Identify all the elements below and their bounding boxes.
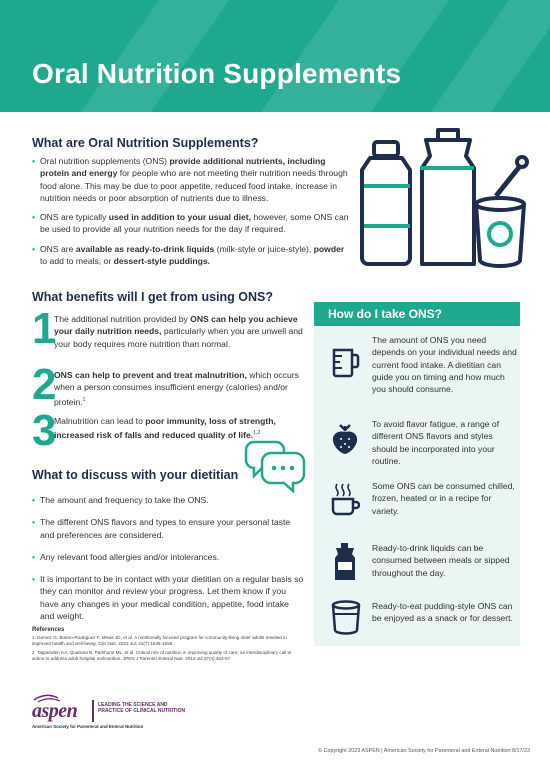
strawberry-icon xyxy=(330,422,360,456)
benefit-text: Malnutrition can lead to poor immunity, loss of strength, increased risk of falls and reduced quality of life.$^{1,2}$ xyxy=(54,416,276,441)
list-item: • It is important to be in contact with your dietitian on a regular basis so they can monitor and review your progress. Let them know if you have any changes in your medical condition, appetite, food intake and weight. xyxy=(32,573,304,622)
how-box xyxy=(314,326,520,646)
what-are-list xyxy=(32,155,352,274)
reference-item: 2. Tappenden KA, Quatrara B, Parkhurst ML, et al. Critical role of nutrition in improving quality of care: an interdisciplinary call to action to address adult hospital malnutrition. JPEN J Parenter Enteral Nutr. 2013 Jul;37(4):482-97. xyxy=(32,649,292,661)
copyright-text: © Copyright 2023 ASPEN | American Society for Parenteral and Enteral Nutrition 8/17/23 xyxy=(318,748,530,754)
references-title: References xyxy=(32,627,65,633)
pudding-cup-icon xyxy=(476,157,527,266)
how-item-text: The amount of ONS you need depends on your individual needs and current food intake. A dietitian can guide you on timing and how much you should consume. xyxy=(372,335,517,395)
logo-divider xyxy=(92,700,94,722)
supplement-products-illustration xyxy=(360,122,530,272)
pudding-cup-icon xyxy=(330,600,362,636)
benefit-text: ONS can help to prevent and treat malnutrition, which occurs when a person consumes insufficient energy (calories) and/or protein.$^1$ xyxy=(54,370,299,407)
benefit-item xyxy=(32,304,303,363)
aspen-wordmark: aspen xyxy=(32,700,78,722)
how-item-text: Some ONS can be consumed chilled, frozen, heated or in a recipe for variety. xyxy=(372,481,515,516)
section-title-discuss: What to discuss with your dietitian xyxy=(32,468,239,482)
benefit-number: 3 xyxy=(32,406,57,455)
chat-bubbles-icon xyxy=(242,440,306,496)
section-title-benefits: What benefits will I get from using ONS? xyxy=(32,290,273,304)
carton-icon xyxy=(420,130,474,264)
list-item: • The amount and frequency to take the ONS. xyxy=(32,494,304,506)
aspen-tagline: LEADING THE SCIENCE AND PRACTICE OF CLINICAL NUTRITION xyxy=(98,702,186,715)
benefit-item xyxy=(32,360,302,409)
how-box-title: How do I take ONS? xyxy=(314,302,520,326)
benefit-number: 1 xyxy=(32,304,57,353)
discuss-list xyxy=(32,494,304,629)
list-item: • The different ONS flavors and types to ensure your personal taste and preferences are considered. xyxy=(32,516,304,541)
benefit-number: 2 xyxy=(32,360,57,409)
aspen-society-name: American Society for Parenteral and Enteral Nutrition xyxy=(32,724,144,729)
drink-carton-icon xyxy=(330,542,360,582)
hot-mug-icon xyxy=(330,482,360,516)
measuring-cup-icon xyxy=(330,346,360,378)
header-banner xyxy=(0,0,550,112)
how-item-text: To avoid flavor fatigue, a range of different ONS flavors and styles should be incorporated into your routine. xyxy=(372,419,500,466)
reference-item: 1. Gomez G, Botero-Rodríguez F, Misas JD, et al. A nutritionally focused program for community-living older adults resulted in improved health and well-being. Clin Nutr. 2022 Jul; 41(7):1549-1556. xyxy=(32,635,287,647)
how-item-text: Ready-to-drink liquids can be consumed between meals or sipped throughout the day. xyxy=(372,543,510,578)
how-item-text: Ready-to-eat pudding-style ONS can be enjoyed as a snack or for dessert. xyxy=(372,601,513,624)
list-item: • ONS are available as ready-to-drink liquids (milk-style or juice-style), powder to add to meals, or dessert-style puddings. xyxy=(32,243,352,268)
list-item: • Oral nutrition supplements (ONS) provide additional nutrients, including protein and energy for people who are not meeting their nutrition needs through food alone. This may be due to poor appetite, reduced food intake, increase in nutrition needs or poor absorption of nutrients due to illness. xyxy=(32,155,352,204)
references xyxy=(32,627,302,662)
list-item: • ONS are typically used in addition to your usual diet, however, some ONS can be used to provide all your nutrition needs for the day if required. xyxy=(32,211,352,236)
list-item: • Any relevant food allergies and/or intolerances. xyxy=(32,551,304,563)
benefit-text: The additional nutrition provided by ONS can help you achieve your daily nutrition needs, particularly when you are unwell and your body requires more nutrition than normal. xyxy=(54,314,303,349)
bottle-icon xyxy=(362,142,410,264)
section-title-what-are: What are Oral Nutrition Supplements? xyxy=(32,136,259,150)
page-title: Oral Nutrition Supplements xyxy=(32,58,402,89)
